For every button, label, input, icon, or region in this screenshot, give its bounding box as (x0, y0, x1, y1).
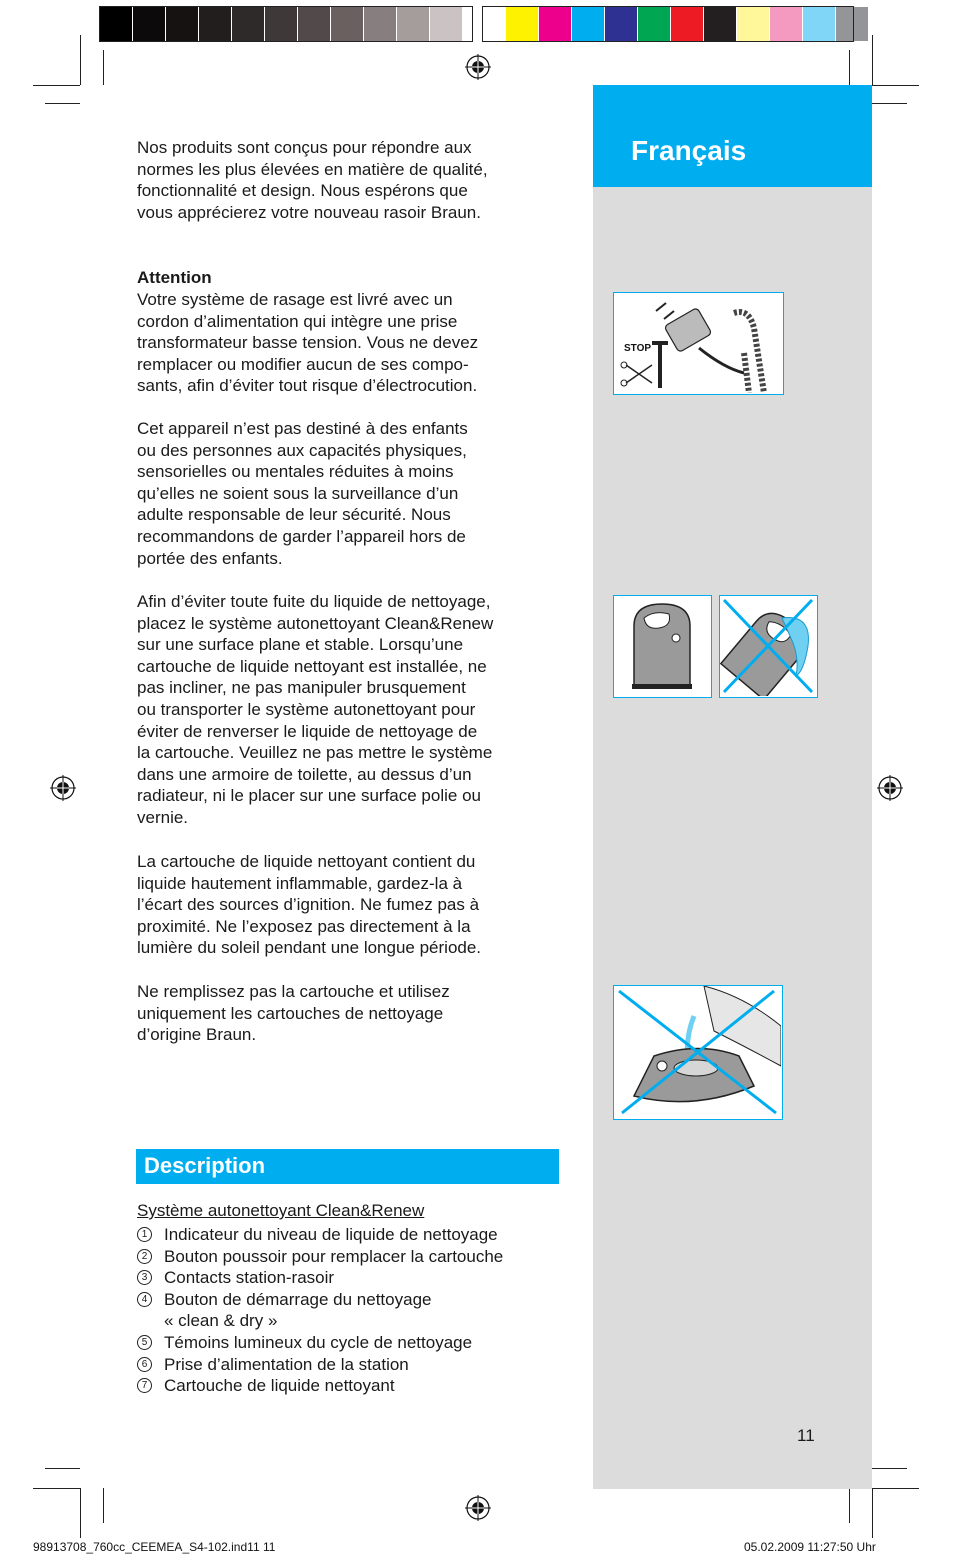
crop-mark (80, 1488, 81, 1538)
language-title: Français (631, 135, 747, 166)
registration-mark-icon (465, 54, 491, 80)
crop-mark (45, 1468, 80, 1469)
list-item (137, 1332, 567, 1354)
list-item (137, 1267, 567, 1289)
registration-mark-icon (50, 775, 76, 801)
crop-mark (872, 35, 873, 85)
item-text-continued: « clean & dry » (164, 1311, 278, 1331)
station-upright-illustration (613, 595, 712, 698)
item-number: 6 (137, 1357, 152, 1372)
crop-mark (872, 1488, 919, 1489)
attention-paragraph-5: Ne remplissez pas la cartouche et utilisez uniquement les cartouches de nettoyage d’origine Braun. (137, 982, 450, 1045)
station-tilted-crossed-illustration (719, 595, 818, 698)
stop-label: STOP (624, 343, 652, 354)
item-text: Cartouche de liquide nettoyant (164, 1376, 395, 1396)
grayscale-bar-frame (99, 6, 473, 42)
registration-mark-icon (877, 775, 903, 801)
list-item (137, 1246, 567, 1268)
item-text: Témoins lumineux du cycle de nettoyage (164, 1332, 473, 1352)
registration-mark-icon (465, 1495, 491, 1521)
attention-paragraph-2: Cet appareil n’est pas destiné à des enfants ou des personnes aux capacités physiques, sensorielles ou mentales réduites à moins qu’elles ne soient sous la surveillance d’un adulte responsable de leur sécurité. Nous recommandons de garder l’appareil hors de portée des enfants. (137, 419, 468, 568)
page-number: 11 (797, 1426, 815, 1445)
crop-mark (103, 50, 104, 85)
item-text: Contacts station-rasoir (164, 1268, 335, 1288)
item-number: 3 (137, 1270, 152, 1285)
list-item (137, 1224, 567, 1246)
crop-mark (849, 50, 850, 85)
power-plug-illustration (613, 292, 784, 395)
print-slug-file: 98913708_760cc_CEEMEA_S4-102.ind11 11 (33, 1540, 276, 1554)
crop-mark (872, 1468, 907, 1469)
item-number: 2 (137, 1249, 152, 1264)
crop-mark (103, 1488, 104, 1523)
item-number: 4 (137, 1292, 152, 1307)
attention-paragraph-1: Votre système de rasage est livré avec un cordon d’alimentation qui intègre une prise transformateur basse tension. Vous ne devez remplacer ou modifier aucun de ses compo- sants, afin d’éviter tout risque d’électrocution. (137, 290, 479, 396)
crop-mark (45, 103, 80, 104)
attention-heading: Attention (137, 268, 212, 287)
description-subtitle: Système autonettoyant Clean&Renew (137, 1201, 425, 1220)
crop-mark (872, 1488, 873, 1538)
item-text: Prise d’alimentation de la station (164, 1354, 409, 1374)
attention-paragraph-4: La cartouche de liquide nettoyant contient du liquide hautement inflammable, gardez-la à l’écart des sources d’ignition. Ne fumez pas à proximité. Ne l’exposez pas directement à la lumière du soleil pendant une longue période. (137, 852, 482, 958)
description-title: Description (144, 1153, 266, 1178)
item-number: 5 (137, 1335, 152, 1350)
print-slug-date: 05.02.2009 11:27:50 Uhr (744, 1540, 876, 1554)
item-text: Bouton poussoir pour remplacer la cartouche (164, 1246, 504, 1266)
item-text: Indicateur du niveau de liquide de nettoyage (164, 1225, 498, 1244)
list-item (137, 1354, 567, 1376)
crop-mark (849, 1488, 850, 1523)
item-number: 1 (137, 1227, 152, 1242)
item-number: 7 (137, 1378, 152, 1393)
crop-mark (872, 85, 919, 86)
refill-cartridge-crossed-illustration (613, 985, 783, 1120)
list-item (137, 1375, 567, 1397)
attention-paragraph-3: Afin d’éviter toute fuite du liquide de nettoyage, placez le système autonettoyant Clean&Renew sur une surface plane et stable. Lorsqu’une cartouche de liquide nettoyant est installée, ne pas incliner, ne pas manipuler brusquement ou transporter le système autonettoyant pour éviter de renverser le liquide de nettoyage de la cartouche. Veuillez ne pas mettre le système dans une armoire de toilette, au dessus d’un radiateur, ni le placer sur une surface polie ou vernie. (137, 592, 494, 827)
crop-mark (872, 103, 907, 104)
item-text: Bouton de démarrage du nettoyage (164, 1289, 432, 1309)
intro-paragraph: Nos produits sont conçus pour répondre aux normes les plus élevées en matière de qualité, fonctionnalité et design. Nous espérons que vous apprécierez votre nouveau rasoir Braun. (137, 138, 488, 222)
crop-mark (33, 1488, 80, 1489)
color-bar-frame (482, 6, 854, 42)
crop-mark (33, 85, 80, 86)
list-item (137, 1289, 567, 1332)
description-list (137, 1224, 567, 1397)
crop-mark (80, 35, 81, 85)
